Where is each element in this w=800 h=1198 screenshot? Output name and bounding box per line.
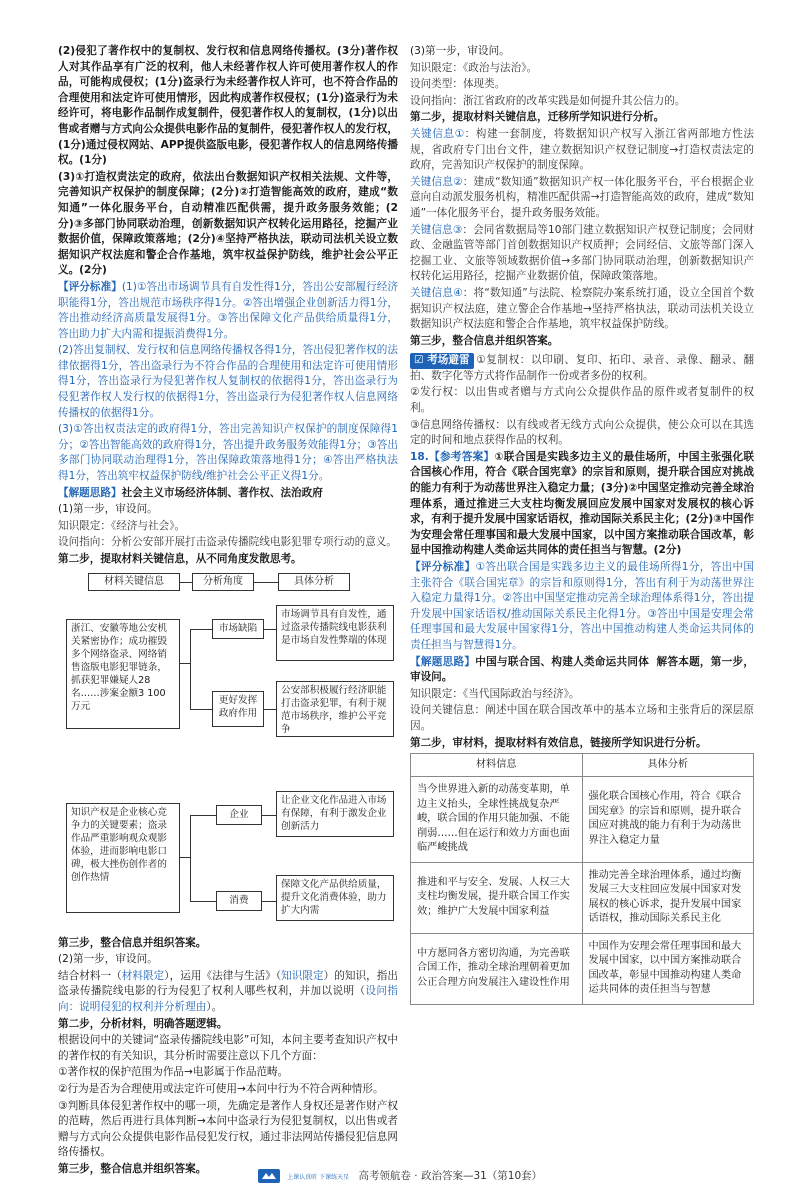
diagram-analysis-2: 公安部积极履行经济职能打击盗录犯罪，有利于规范市场秩序，维护公平竞争 [276,681,394,737]
table-cell: 强化联合国核心作用，符合《联合国宪章》的宗旨和原则，提升联合国应对挑战的能力有利于为动荡世界注入稳定力量 [582,777,754,863]
key-info-1: 关键信息①：构建一套制度，将数据知识产权写入浙江省两部地方性法规，省政府专门出台文件，建立数据知识产权登记制度→打造权责法定的政府，完善知识产权保护的制度保障。 [410,127,754,172]
logo-caption: 上课认真听 下课练天星 [287,1174,350,1181]
diagram-connector [264,629,276,630]
publisher-logo-icon [258,1169,280,1183]
step-text: (3)第一步，审设问。 [410,45,510,57]
diagram-connector [180,582,192,583]
step-text: 设问指向：浙江省政府的改革实践是如何提升其公信力的。 [410,94,686,107]
scoring-standard-3: (3)①答出权责法定的政府得1分，答出完善知识产权保护的制度保障得1分；②答出智能高效的政府得1分，答出提升政务服务效能得1分；③答出多部门协同联动治理得1分，答出保障政策落地得1分；④答出严格执法得1分，答出筑牢权益保护防线/维护社会公平正义得1分。 [58,423,398,483]
diagram-angle-market: 市场缺陷 [212,619,264,639]
step-text: 设问关键信息：阐述中国在联合国改革中的基本立场和主张背后的深层原因。 [410,704,754,732]
step-text: 知识限定：《政治与法治》。 [410,61,538,74]
page-footer [0,1168,800,1183]
step-text: 设问指向：分析公安部开展打击盗录传播院线电影犯罪专项行动的意义。 [58,536,397,549]
diagram-connector [262,901,276,902]
step-text: 第三步，整合信息并组织答案。 [410,334,559,347]
table-cell: 推动完善全球治理体系，通过均衡发展三大支柱回应发展中国家对发展权的核心诉求，提升发展中国家话语权，推动国际关系民主化 [582,862,754,933]
question-number: 18. [410,450,429,463]
step-text: (1)第一步，审设问。 [58,503,158,516]
diagram-connector [190,901,216,902]
solution-idea-header [58,486,398,502]
step-text: 设问类型：体现类。 [410,78,506,91]
diagram-connector [262,815,276,816]
diagram-material-2: 知识产权是企业核心竞争力的关键要素；盗录作品严重影响观众观影体验，进而影响电影口碑，极大挫伤创作者的创作热情 [66,803,180,913]
diagram-connector [190,709,212,710]
table-cell: 当今世界进入新的动荡变革期，单边主义抬头，全球性挑战复杂严峻，联合国的作用只能加强、不能削弱……但在运行和效力方面也面临严峻挑战 [411,777,583,863]
step-text: 结合材料一（材料限定），运用《法律与生活》（知识限定）的知识，指出盗录传播院线电影的行为侵犯了权利人哪些权利，并加以说明（设问指向：说明侵犯的权利并分析理由）。 [58,969,399,1013]
scoring-standard-1: 【评分标准】(1)①答出市场调节具有自发性得1分，答出公安部履行经济职能得1分，答出规范市场秩序得1分。②答出增强企业创新活力得1分，答出推动经济高质量发展得1分。③答出保障文化产品供给质量得1分，答出助力扩大内需和提振消费得1分。 [58,280,398,340]
diagram-angle-government: 更好发挥政府作用 [212,691,264,727]
step-text: 知识限定：《当代国际政治与经济》。 [410,687,580,700]
step-text: ①著作权的保护范围为作品→电影属于作品范畴。 [58,1066,289,1079]
step-text: 第三步，整合信息并组织答案。 [58,1162,207,1175]
answer-q2: (2)侵犯了著作权中的复制权、发行权和信息网络传播权。(3分)著作权人对其作品享有广泛的权利，他人未经著作权人许可使用著作权人的作品，可能构成侵权；(1分)盗录行为未经著作权人许可，也不符合作品的合理使用和法定许可使用情形，因此构成著作权侵权；(1分)盗录行为未经许可，将电影作品制作成复制件，侵犯著作权人的复制权，(1分)以出售或者赠与方式向公众提供电影作品的复制件，侵犯著作权人的发行权，(1分)通过侵权网站、APP提供盗版电影，侵犯著作权人的信息网络传播权。(1分) [58,45,398,167]
step-text: 第三步，整合信息并组织答案。 [58,936,207,949]
footer-text: 高考领航卷 · 政治答案—31（第10套） [358,1170,543,1182]
solution-idea-title: 社会主义市场经济体制、著作权、法治政府 [121,486,323,499]
exam-warning-label: ☑ 考场避雷 [410,353,474,369]
exam-warning-item: ③信息网络传播权：以有线或者无线方式向公众提供，使公众可以在其选定的时间和地点获得作品的权利。 [410,418,754,447]
step-text: ②行为是否为合理使用或法定许可使用→本问中行为不符合两种情形。 [58,1082,384,1095]
diagram-connector [190,629,191,709]
solution-idea-label: 【解题思路】 [58,486,122,499]
step-text: 第二步，提取材料关键信息，从不同角度发散思考。 [58,553,302,565]
checkbox-icon: ☑ [414,354,424,367]
step-text: ③判断具体侵犯著作权中的哪一项，先确定是著作人身权还是著作财产权的范畴，然后再进行具体判断→本问中盗录行为侵犯复制权，以出售或者赠与方式向公众提供电影作品侵犯发行权，通过非法网站传播侵犯信息网络传播权。 [58,1099,398,1159]
key-info-4: 关键信息④：将“数知通”与法院、检察院办案系统打通，设立全国首个数据知识产权法庭，建立警企合作基地→坚持严格执法，联动司法机关设立数据知识产权法庭和警企合作基地，筑牢权益保护防线。 [410,286,754,331]
exam-warning-item: ②发行权：以出售或者赠与方式向公众提供作品的原件或者复制件的权利。 [410,386,754,415]
diagram-angle-consumption: 消费 [216,891,262,911]
table-row [411,933,754,1004]
diagram-header-angle: 分析角度 [192,573,254,591]
table-cell: 中方愿同各方密切沟通，为完善联合国工作，推动全球治理朝着更加公正合理方向发展注入建设性作用 [411,933,583,1004]
diagram-connector [264,709,276,710]
table-row [411,777,754,863]
diagram-analysis-4: 保障文化产品供给质量，提升文化消费体验，助力扩大内需 [276,875,394,921]
step-text: 第二步，提取材料关键信息，迁移所学知识进行分析。 [410,111,665,124]
diagram-connector [190,629,212,630]
scoring-label: 【评分标准】 [58,280,122,293]
step-text: 第二步，审材料，提取材料有效信息，链接所学知识进行分析。 [410,736,707,749]
diagram-analysis-3: 让企业文化作品进入市场有保障，有利于激发企业创新活力 [276,791,394,837]
scoring-standard-q18: 【评分标准】①答出联合国是实践多边主义的最佳场所得1分，答出中国主张符合《联合国宪章》的宗旨和原则得1分，答出有利于为动荡世界注入稳定力量得1分。②答出中国坚定推动完善全球治理体系得1分，答出提升发展中国家话语权/推动国际关系民主化得1分。③答出中国是安理会常任理事国和最大发展中国家得1分，答出中国推动构建人类命运共同体的责任担当与智慧得1分。 [410,561,754,651]
step-text: 知识限定：《经济与社会》。 [58,519,186,532]
answer-q3: (3)①打造权责法定的政府，依法出台数据知识产权相关法规、文件等，完善知识产权保护的制度保障；(2分)②打造智能高效的政府，建成“数知通”一体化服务平台，自动精准匹配供需，提升政务服务效能；(2分)③多部门协同联动治理，创新数据知识产权转化运用路径，挖掘产业数据价值，保障政策落地；(2分)④坚持严格执法，联动司法机关设立数据知识产权法庭和警企合作基地，筑牢权益保护防线，维护社会公平正义。(2分) [58,170,398,277]
step-text: 第二步，分析材料，明确答题逻辑。 [58,1017,228,1030]
diagram-connector [190,815,216,816]
diagram-connector [180,663,190,664]
scoring-standard-2: (2)答出复制权、发行权和信息网络传播权各得1分，答出侵犯著作权的法律依据得1分，答出盗录行为不符合作品的合理使用和法定许可使用情形得1分，答出盗录行为侵犯著作权人复制权的依据得1分，答出盗录行为侵犯著作权人发行权的依据得1分，答出盗录行为侵犯著作权人信息网络传播权的依据得1分。 [58,344,398,419]
diagram-angle-enterprise: 企业 [216,805,262,825]
solution-idea-q18: 【解题思路】中国与联合国、构建人类命运共同体 解答本题，第一步，审设问。 [410,655,755,684]
right-column [410,44,754,1005]
key-info-2: 关键信息②：建成“数知通”数据知识产权一体化服务平台，平台根据企业意向自动派发服务机构，精准匹配供需→打造智能高效的政府，建成“数知通”一体化服务平台，提升政务服务效能。 [410,175,754,219]
table-row [411,862,754,933]
analysis-diagram [58,571,398,933]
diagram-header-material: 材料关键信息 [88,573,180,591]
diagram-connector [254,582,278,583]
table-cell: 推进和平与安全、发展、人权三大支柱均衡发展，提升联合国工作实效；维护广大发展中国家利益 [411,862,583,933]
analysis-table [410,753,754,1005]
step-text: 根据设问中的关键词“盗录传播院线电影”可知，本问主要考查知识产权中的著作权的有关知识，其分析时需要注意以下几个方面： [58,1034,398,1062]
answer-q18: 18.【参考答案】①联合国是实践多边主义的最佳场所，中国主张强化联合国核心作用，符合《联合国宪章》的宗旨和原则，提升联合国应对挑战的能力有利于为动荡世界注入稳定力量；(3分)②中国坚定推动完善全球治理体系，通过推进三大支柱均衡发展回应发展中国家对发展权的核心诉求，有利于提升发展中国家话语权，推动国际关系民主化；(2分)③中国作为安理会常任理事国和最大发展中国家，以中国方案推动联合国改革，彰显中国推动构建人类命运共同体的责任担当与智慧。(2分) [410,450,755,557]
diagram-connector [190,815,191,901]
diagram-connector [180,857,190,858]
exam-warning: ☑ 考场避雷 ①复制权：以印刷、复印、拓印、录音、录像、翻录、翻拍、数字化等方式将作品制作一份或者多份的权利。 [410,354,754,382]
diagram-analysis-1: 市场调节具有自发性，通过盗录传播院线电影获利是市场自发性弊端的体现 [276,605,394,661]
key-info-3: 关键信息③：会同省数据局等10部门建立数据知识产权登记制度；会同财政、金融监管等部门首创数据知识产权质押；会同经信、文旅等部门深入挖掘工业、文旅等领域数据价值→多部门协同联动治理，创新数据知识产权转化运用路径，挖掘产业数据价值，保障政策落地。 [410,223,754,283]
diagram-header-analysis: 具体分析 [278,573,350,591]
step-text: (2)第一步，审设问。 [58,953,158,966]
left-column [58,44,398,1179]
table-header: 具体分析 [582,754,754,777]
table-cell: 中国作为安理会常任理事国和最大发展中国家，以中国方案推动联合国改革，彰显中国推动构建人类命运共同体的责任担当与智慧 [582,933,754,1004]
table-header: 材料信息 [411,754,583,777]
diagram-material-1: 浙江、安徽等地公安机关紧密协作；成功摧毁多个网络盗录、网络销售盗版电影犯罪链条，抓获犯罪嫌疑人28名……涉案金额3 100万元 [66,619,180,729]
